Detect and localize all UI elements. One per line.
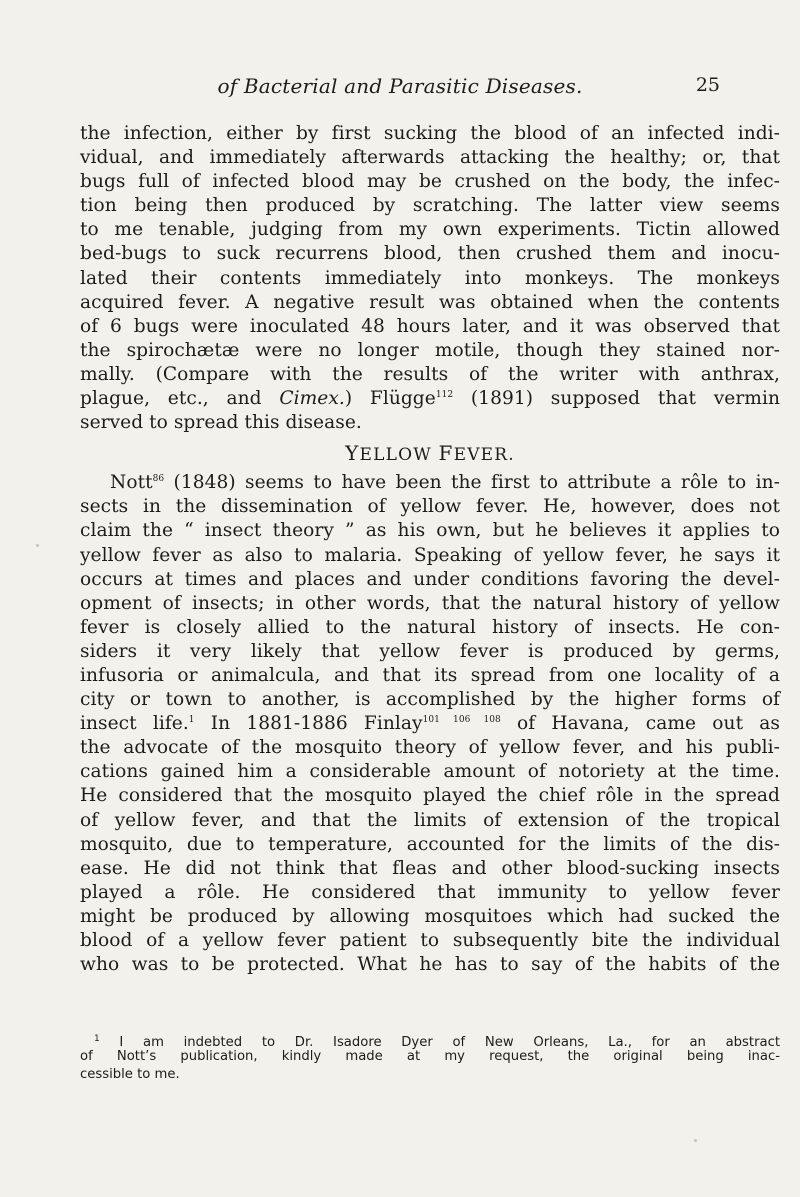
text-line: sects in the dissemination of yellow fever. He, however, does not — [80, 496, 780, 518]
footnote-line: $^1$ I am indebted to Dr. Isadore Dyer of New Orleans, La., for an abstract — [94, 1034, 780, 1050]
text-line: mosquito, due to temperature, accounted for the limits of the dis- — [80, 833, 780, 855]
reference-superscript: 112 — [435, 390, 454, 401]
footnote-line: cessible to me. — [80, 1067, 180, 1083]
italic-genus: Cimex. — [279, 388, 345, 410]
text-line: might be produced by allowing mosquitoes which had sucked the — [80, 905, 780, 927]
page-number: 25 — [695, 74, 720, 96]
text-line: claim the “ insect theory ” as his own, but he believes it applies to — [80, 520, 780, 542]
text-line: siders it very likely that yellow fever is produced by germs, — [80, 640, 780, 662]
footnote-mark: 1 — [188, 715, 195, 726]
reference-superscript: 101 106 108 — [422, 715, 501, 726]
text-line: yellow fever as also to malaria. Speaking of yellow fever, he says it — [80, 544, 780, 566]
text-line — [80, 387, 780, 411]
paragraph — [80, 471, 780, 977]
text-line: acquired fever. A negative result was obtained when the contents — [80, 291, 780, 313]
text-run: (1891) supposed that vermin — [453, 388, 780, 410]
text-line: bugs full of infected blood may be crushed on the body, the infec- — [80, 171, 780, 193]
text-line: infusoria or animalcula, and that its spread from one locality of a — [80, 664, 780, 686]
text-line: opment of insects; in other words, that the natural history of yellow — [80, 592, 780, 614]
section-heading: YELLOW FEVER. — [345, 441, 515, 466]
text-line: of yellow fever, and that the limits of extension of the tropical — [80, 809, 780, 831]
text-line: cations gained him a considerable amount of notoriety at the time. — [80, 761, 780, 783]
reference-superscript: 86 — [152, 474, 165, 485]
text-line: city or town to another, is accomplished by the higher forms of — [80, 689, 780, 711]
text-line: of 6 bugs were inoculated 48 hours later, and it was observed that — [80, 315, 780, 337]
text-line: fever is closely allied to the natural history of insects. He con- — [80, 616, 780, 638]
paragraph — [80, 122, 780, 435]
text-line: occurs at times and places and under conditions favoring the devel- — [80, 568, 780, 590]
footnote-mark: 1 — [94, 1034, 100, 1044]
text-line: to me tenable, judging from my own experiments. Tictin allowed — [80, 219, 780, 241]
text-line: vidual, and immediately afterwards attacking the healthy; or, that — [80, 147, 780, 169]
text-line: who was to be protected. What he has to say of the habits of the — [80, 954, 780, 976]
text-line: lated their contents immediately into monkeys. The monkeys — [80, 267, 780, 289]
paper-speck — [694, 1139, 697, 1142]
text-line: mally. (Compare with the results of the writer with anthrax, — [80, 363, 780, 385]
body-text — [80, 122, 780, 977]
text-line: bed-bugs to suck recurrens blood, then crushed them and inocu- — [80, 243, 780, 265]
text-line: the advocate of the mosquito theory of yellow fever, and his publi- — [80, 737, 780, 759]
footnote — [80, 1030, 780, 1085]
text-run: plague, etc., and — [80, 388, 280, 410]
paper-speck — [36, 544, 39, 547]
running-title: of Bacterial and Parasitic Diseases. — [217, 74, 583, 98]
text-line: the spirochætæ were no longer motile, though they stained nor- — [80, 339, 780, 361]
text-line: insect life.$^1$ In 1881-1886 Finlay$^{101 106 108}$ of Havana, came out as — [80, 713, 781, 735]
text-line: He considered that the mosquito played the chief rôle in the spread — [80, 785, 780, 807]
footnote-line: of Nott’s publication, kindly made at my request, the original being inac- — [80, 1049, 780, 1065]
text-line: tion being then produced by scratching. The latter view seems — [80, 195, 780, 217]
text-line: played a rôle. He considered that immunity to yellow fever — [80, 881, 780, 903]
page-header — [0, 74, 800, 102]
text-line: ease. He did not think that fleas and other blood-sucking insects — [80, 857, 780, 879]
text-line: Nott$^{86}$ (1848) seems to have been the first to attribute a rôle to in- — [110, 472, 780, 494]
text-line: the infection, either by first sucking the blood of an infected indi- — [80, 123, 780, 144]
text-line: blood of a yellow fever patient to subsequently bite the individual — [80, 930, 780, 951]
text-line: served to spread this disease. — [80, 412, 362, 434]
text-run: ) Flügge — [344, 388, 436, 410]
